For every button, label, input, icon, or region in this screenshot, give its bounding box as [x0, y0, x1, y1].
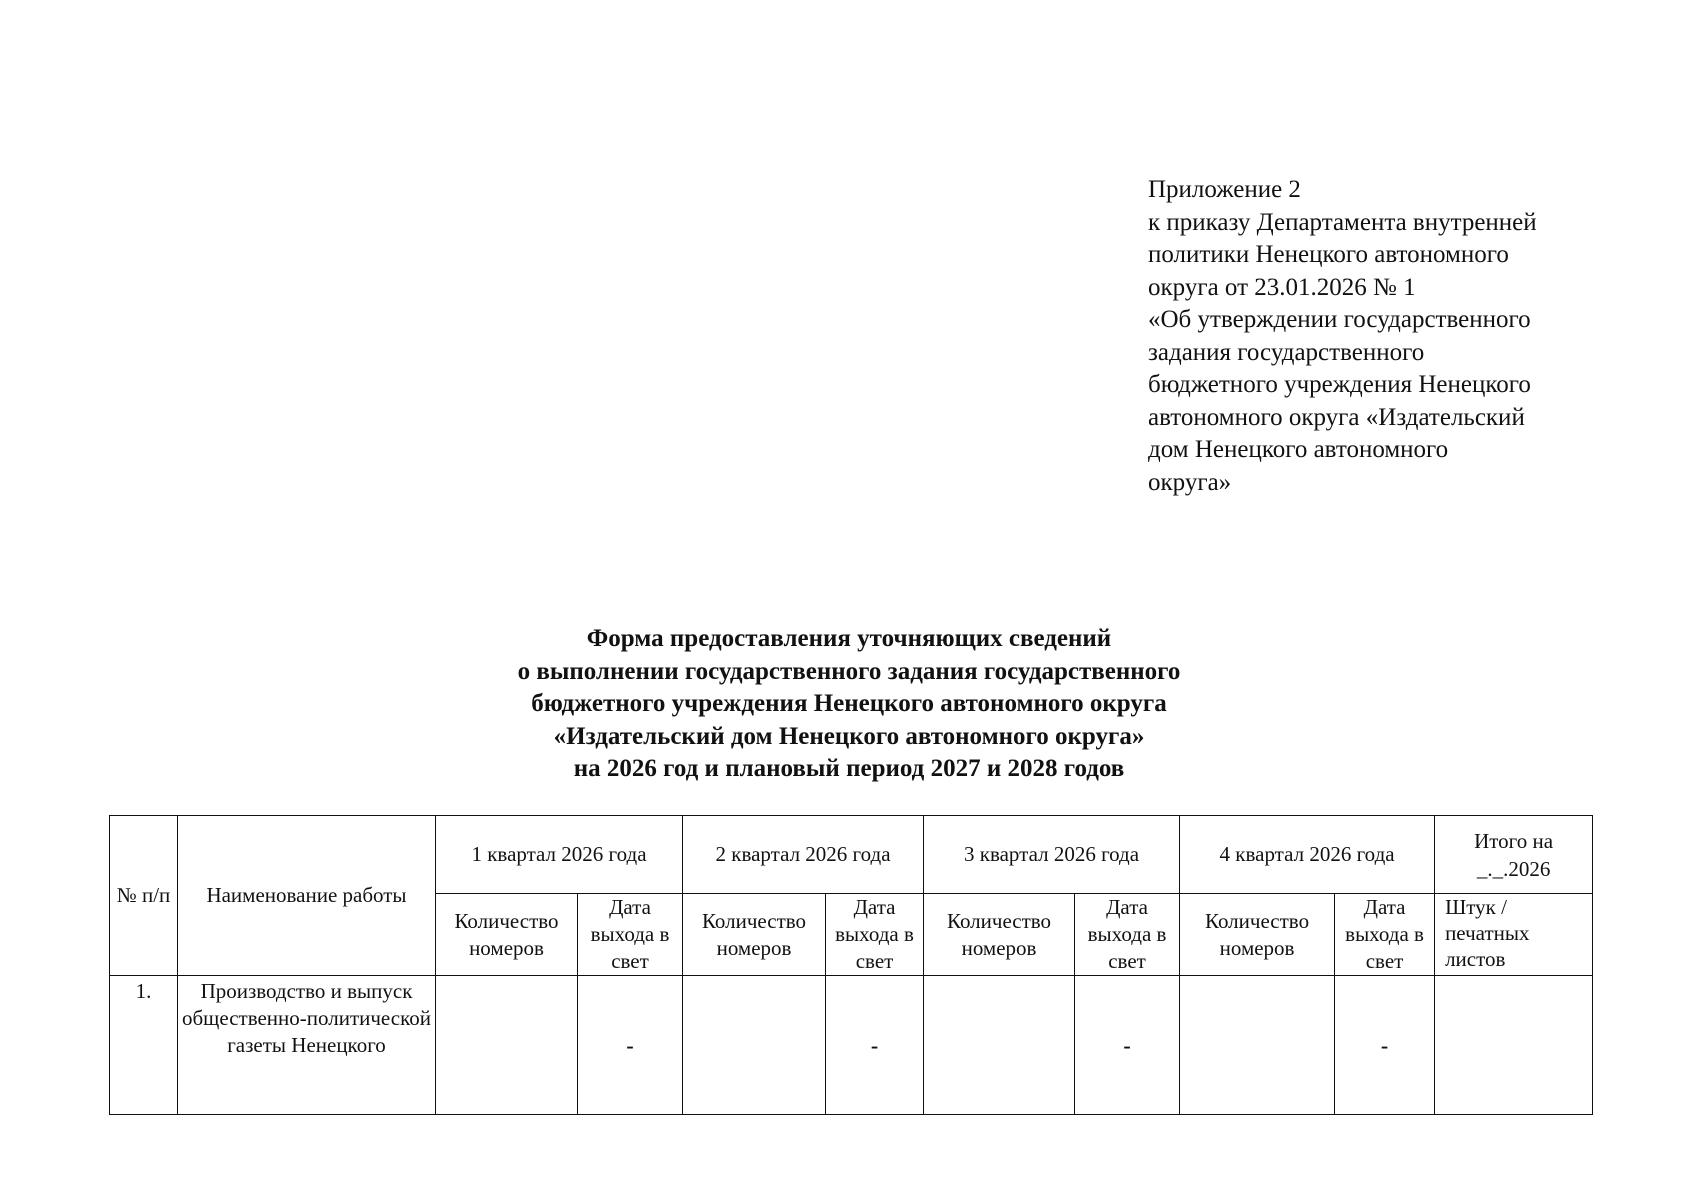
- quarter-4-header: 4 квартал 2026 года: [1180, 816, 1435, 894]
- q3-quantity-cell[interactable]: [924, 976, 1075, 1115]
- q2-quantity-header: Количество номеров: [683, 894, 826, 976]
- appendix-line: «Об утверждении государственного: [1148, 306, 1531, 333]
- q4-quantity-header: Количество номеров: [1180, 894, 1335, 976]
- appendix-block: [1148, 174, 1648, 499]
- row-number: 1.: [110, 976, 178, 1115]
- q1-date-header: Дата выхода в свет: [578, 894, 683, 976]
- q4-quantity-cell[interactable]: [1180, 976, 1335, 1115]
- table-row: [110, 976, 1593, 1115]
- report-table: [109, 815, 1593, 1115]
- form-title-line: «Издательский дом Ненецкого автономного округа»: [553, 722, 1145, 750]
- q2-date-cell: -: [826, 976, 924, 1115]
- total-header: Итого на _._.2026: [1435, 816, 1593, 894]
- form-title: [0, 623, 1698, 786]
- q4-date-header: Дата выхода в свет: [1335, 894, 1435, 976]
- quarter-2-header: 2 квартал 2026 года: [683, 816, 924, 894]
- form-title-line: бюджетного учреждения Ненецкого автономного округа: [531, 690, 1167, 717]
- q2-date-header: Дата выхода в свет: [826, 894, 924, 976]
- appendix-line: округа»: [1148, 468, 1232, 496]
- quarter-3-header: 3 квартал 2026 года: [924, 816, 1180, 894]
- q3-date-header: Дата выхода в свет: [1075, 894, 1180, 976]
- col-number-header: № п/п: [110, 816, 178, 976]
- quarter-1-header: 1 квартал 2026 года: [436, 816, 683, 894]
- work-name: Производство и выпуск общественно-политической газеты Ненецкого: [178, 976, 436, 1115]
- total-unit-header: Штук / печатных листов: [1435, 894, 1593, 976]
- form-title-line: на 2026 год и плановый период 2027 и 2028 годов: [573, 755, 1125, 782]
- q1-quantity-cell[interactable]: [436, 976, 578, 1115]
- q3-quantity-header: Количество номеров: [924, 894, 1075, 976]
- header-row: [110, 816, 1593, 894]
- form-title-line: о выполнении государственного задания государственного: [517, 657, 1181, 685]
- appendix-line: дом Ненецкого автономного: [1148, 436, 1449, 463]
- total-cell[interactable]: [1435, 976, 1593, 1115]
- appendix-line: Приложение 2: [1148, 176, 1301, 203]
- appendix-line: автономного округа «Издательский: [1148, 403, 1525, 431]
- q1-quantity-header: Количество номеров: [436, 894, 578, 976]
- q1-date-cell: -: [578, 976, 683, 1115]
- q2-quantity-cell[interactable]: [683, 976, 826, 1115]
- col-name-header: Наименование работы: [178, 816, 436, 976]
- appendix-line: округа от 23.01.2026 № 1: [1148, 273, 1416, 301]
- appendix-line: политики Ненецкого автономного: [1148, 241, 1509, 268]
- appendix-line: к приказу Департамента внутренней: [1148, 208, 1537, 236]
- q3-date-cell: -: [1075, 976, 1180, 1115]
- appendix-line: бюджетного учреждения Ненецкого: [1148, 371, 1531, 398]
- q4-date-cell: -: [1335, 976, 1435, 1115]
- form-title-line: Форма предоставления уточняющих сведений: [586, 625, 1112, 652]
- appendix-line: задания государственного: [1148, 338, 1425, 366]
